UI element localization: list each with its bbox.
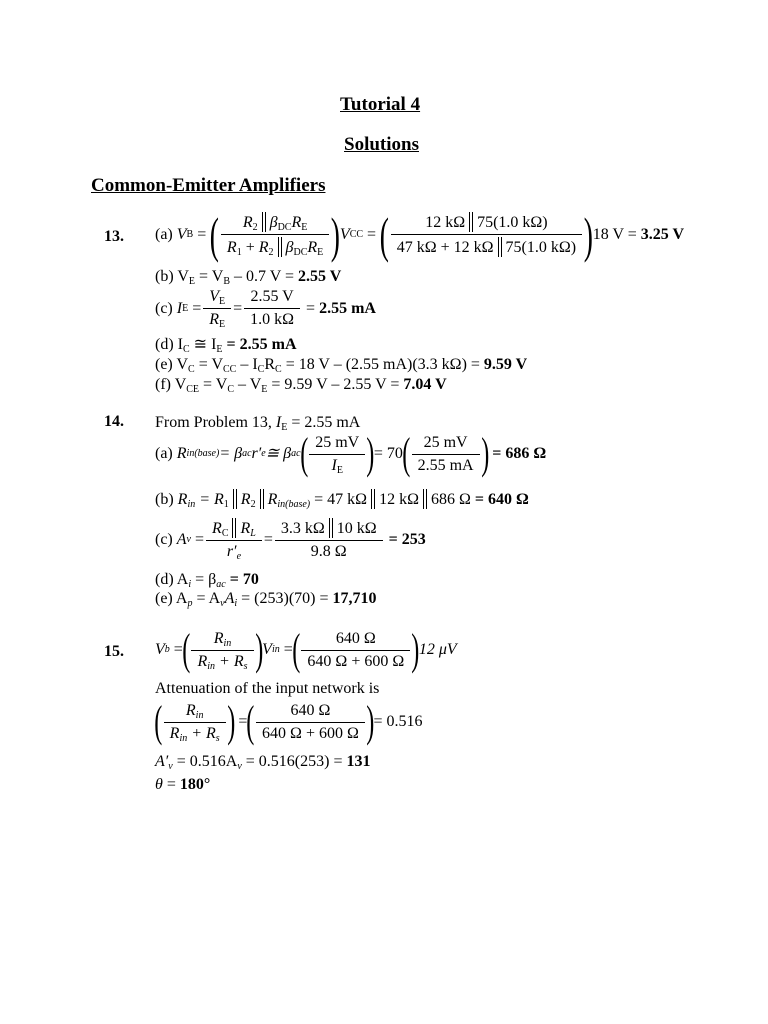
paren-close: ) — [366, 429, 375, 478]
p14-c-lhs: A — [176, 530, 187, 548]
p15-av-lhs-sub: v — [168, 761, 173, 772]
p14-c-label: (c) — [155, 530, 173, 548]
paren-open: ( — [154, 697, 163, 746]
p14-b-vals1: = 47 kΩ — [310, 491, 368, 508]
p13-a-result: 3.25 V — [640, 225, 685, 243]
p13-c-result: 2.55 mA — [319, 299, 376, 317]
paren-close: ) — [331, 206, 341, 263]
p13-c-fraction-2 — [244, 288, 300, 329]
p15-atten-num1-sub: in — [195, 709, 204, 721]
p13-b-sub2: B — [223, 276, 230, 287]
p15-den2: 640 Ω + 600 Ω — [307, 652, 405, 670]
p15-vb-equation: V b = ( $\frac{R_{in}}{R_{in} + R_s}$ ) V in = ( $\frac{640 \Omega}{640 \Omega + 600 \Omega}$ ) 12 μV — [155, 625, 457, 674]
p13-b-mid: = V — [195, 268, 224, 285]
p13-c-label: (c) — [155, 299, 173, 317]
p14-e-sub: p — [187, 598, 193, 609]
p14-a-fraction-2 — [412, 434, 480, 475]
p13-a-label: (a) — [155, 225, 173, 243]
p15-den1b-sub: s — [243, 660, 248, 672]
p13-a-vcc: V — [339, 225, 350, 243]
p13-c-den1: R — [209, 311, 220, 328]
p15-av-mid-sub: v — [237, 761, 242, 772]
p13-b-equation — [155, 267, 341, 287]
p13-f-result: 7.04 V — [403, 376, 447, 393]
p14-b-r2: R — [240, 491, 251, 508]
parallel-symbol — [329, 518, 333, 538]
p13-a-den2b: 75(1.0 kΩ) — [505, 239, 577, 256]
p14-a-fraction-1 — [309, 434, 365, 475]
p13-f-sub: CE — [186, 384, 200, 395]
p13-f-equation — [155, 375, 447, 395]
p15-theta-result: 180° — [179, 776, 211, 793]
paren-open: ( — [402, 429, 411, 478]
p13-a-den2a: 47 kΩ + 12 kΩ — [396, 239, 494, 256]
p14-a-label: (a) — [155, 445, 173, 462]
p15-atten-den2: 640 Ω + 600 Ω — [262, 724, 359, 742]
p13-e-mid3: R — [264, 356, 276, 373]
page-title: Tutorial 4 — [340, 94, 421, 115]
p15-atten-result: = 0.516 — [373, 713, 423, 730]
p14-c-equation: (c) A v = $\frac{R_C R_L}{r'_e}$ = $\frac{3.3 k\Omega 10 k\Omega}{9.8 \Omega}$ = 253 — [155, 520, 426, 562]
p13-c-num1-sub: E — [219, 296, 226, 307]
p13-a-r2-sub: 2 — [252, 222, 258, 233]
p14-b-r1-sub: 1 — [223, 499, 229, 510]
p15-tail: 12 μV — [418, 641, 457, 658]
parallel-symbol — [278, 237, 282, 257]
p14-b-equation — [155, 489, 529, 510]
parallel-symbol — [469, 212, 473, 232]
p13-f-text: (f) V — [155, 376, 187, 393]
p14-c-num1b: R — [240, 520, 251, 537]
p14-b-r2-sub: 2 — [250, 499, 256, 510]
p15-atten-den1b: + R — [187, 724, 216, 742]
p13-a-re: R — [291, 214, 302, 231]
p14-a-den2: 2.55 mA — [417, 456, 474, 474]
p13-e-mid2: – I — [236, 356, 258, 373]
paren-open: ( — [379, 206, 389, 263]
p15-atten-den1a-sub: in — [179, 732, 188, 744]
p15-den1a-sub: in — [207, 660, 216, 672]
paren-close: ) — [366, 697, 375, 746]
p14-e-equation — [155, 589, 377, 609]
p14-c-num2a: 3.3 kΩ — [280, 520, 325, 537]
p13-c-fraction-1 — [203, 288, 231, 329]
p15-fraction-2 — [301, 630, 410, 671]
p13-a-fraction-2 — [391, 212, 582, 257]
p14-d-sub2: ac — [216, 579, 226, 590]
p13-a-beta: β — [269, 214, 278, 231]
p13-d-sub2: E — [216, 344, 223, 355]
p15-den1a: R — [197, 652, 208, 670]
p15-atten-den1b-sub: s — [215, 732, 220, 744]
paren-open: ( — [299, 429, 308, 478]
p15-num1-sub: in — [223, 637, 232, 649]
p13-b-sub: E — [188, 276, 196, 287]
p14-intro-text: From Problem 13, — [155, 414, 276, 431]
p14-b-lhs: R — [177, 491, 188, 508]
p14-a-num2: 25 mV — [412, 434, 480, 455]
p13-a-equation: (a) V B = ( $\frac{R_2 \beta_{DC}R_E}{R_1 + R_2 \beta_{DC}R_E}$ ) V CC = ( $\frac{12 k\Omega 75(1.0 k\Omega)}{47 k\Omega + 12 k\Omega 75(1.0 k\Omega)}$ ) 18 V = 3.25 V — [155, 206, 685, 263]
p13-a-r2: R — [242, 214, 253, 231]
parallel-symbol — [232, 518, 236, 538]
p14-a-re: r′ — [251, 445, 262, 462]
p13-d-result: = 2.55 mA — [222, 336, 297, 353]
p13-d-sub: C — [182, 344, 190, 355]
p15-attenuation-text: Attenuation of the input network is — [155, 680, 380, 697]
p13-a-fraction-1: $\frac{R_2 \beta_{DC}R_E}{R_1 + R_2 \beta_{DC}R_E}$ — [221, 212, 329, 257]
paren-open: ( — [246, 697, 255, 746]
p13-c-den2: 1.0 kΩ — [250, 311, 295, 328]
p14-c-den2: 9.8 Ω — [310, 543, 347, 560]
p14-a-result: = 686 Ω — [492, 445, 547, 462]
p13-a-r1: R — [226, 239, 237, 256]
p13-b-result: 2.55 V — [298, 268, 342, 285]
p13-d-mid: ≅ I — [189, 336, 217, 353]
p15-av-result: 131 — [346, 753, 371, 770]
p13-b-text: (b) V — [155, 268, 189, 285]
p13-e-result: 9.59 V — [483, 356, 528, 373]
p14-e-result: 17,710 — [332, 590, 377, 607]
p14-c-num1a: R — [212, 520, 222, 537]
p13-a-plus: + — [245, 239, 255, 256]
p13-c-den1-sub: E — [219, 319, 226, 330]
p14-d-result: = 70 — [225, 571, 259, 588]
p14-b-vals3: 686 Ω — [430, 491, 471, 508]
p13-e-mid: = V — [194, 356, 223, 373]
p13-f-sub2: C — [227, 384, 234, 395]
p14-c-result: = 253 — [388, 530, 426, 548]
problem-15-number: 15. — [104, 643, 124, 660]
parallel-symbol — [371, 489, 375, 509]
p14-intro — [155, 413, 360, 433]
p13-f-mid: = V — [199, 376, 228, 393]
p14-c-fraction-1 — [206, 518, 262, 561]
p13-c-num1: V — [209, 288, 220, 305]
paren-close: ) — [227, 697, 236, 746]
p14-c-den1: r′ — [226, 543, 237, 560]
p15-num1: R — [213, 629, 224, 647]
p14-a-lhs: R — [176, 445, 187, 462]
p14-intro-val: = 2.55 mA — [287, 414, 361, 431]
paren-open: ( — [292, 625, 301, 674]
p15-theta-symbol: θ — [155, 776, 163, 793]
p14-intro-i: I — [275, 414, 282, 431]
paren-open: ( — [182, 625, 191, 674]
p15-theta-equation — [155, 775, 210, 795]
p13-e-sub4: C — [275, 364, 282, 375]
p14-b-vals2: 12 kΩ — [379, 491, 419, 508]
p14-a-den1-sub: E — [336, 464, 343, 476]
p15-av-mid: = 0.516A — [172, 753, 238, 770]
p13-c-num2: 2.55 V — [244, 288, 300, 309]
p13-e-text: (e) V — [155, 356, 189, 373]
p14-b-result: = 640 Ω — [470, 491, 529, 508]
p15-num2: 640 Ω — [301, 630, 410, 651]
p14-b-r3: R — [267, 491, 278, 508]
p13-e-mid4: = 18 V – (2.55 mA)(3.3 kΩ) = — [281, 356, 484, 373]
p14-a-approx: ≅ β — [265, 445, 292, 462]
paren-open: ( — [209, 206, 220, 263]
problem-13-number: 13. — [104, 228, 124, 245]
p13-a-tail: 18 V = — [592, 225, 637, 243]
p14-d-sub: i — [188, 579, 192, 590]
p15-den1b: + R — [215, 652, 244, 670]
problem-14-number: 14. — [104, 413, 124, 430]
p14-d-mid: = β — [191, 571, 217, 588]
paren-close: ) — [480, 429, 489, 478]
paren-close: ) — [583, 206, 594, 263]
p14-c-num1a-sub: C — [221, 528, 229, 539]
p14-b-label: (b) — [155, 491, 174, 508]
paren-close: ) — [254, 625, 263, 674]
p14-e-mid3: = (253)(70) = — [237, 590, 333, 607]
p13-a-re-sub: E — [301, 222, 308, 233]
p13-a-num2: 12 kΩ — [425, 214, 466, 231]
p15-av-lhs: A′ — [155, 753, 169, 770]
p14-b-lhs-sub: in — [187, 499, 196, 510]
p14-d-text: (d) A — [155, 571, 189, 588]
p13-c-equation: (c) I E = $\frac{V_E}{R_E}$ = $\frac{2.55 V}{1.0 k\Omega}$ = 2.55 mA — [155, 288, 376, 330]
p13-a-vb: V — [176, 225, 187, 243]
p14-c-den1-sub: e — [236, 551, 242, 562]
p13-c-lhs: I — [176, 299, 183, 317]
p15-attenuation-equation: ( $\frac{R_{in}}{R_{in} + R_s}$ ) = ( $\frac{640 \Omega}{640 \Omega + 600 \Omega}$ ) = 0.516 — [154, 697, 423, 746]
p13-a-beta-sub: DC — [277, 222, 292, 233]
p13-d-equation — [155, 335, 297, 355]
parallel-symbol — [498, 237, 502, 257]
parallel-symbol — [260, 489, 264, 509]
p14-c-num2b: 10 kΩ — [336, 520, 377, 537]
p14-b-eq: = R — [195, 491, 224, 508]
p15-lhs: V — [155, 641, 165, 658]
p14-intro-sub: E — [281, 422, 288, 433]
page-subtitle: Solutions — [344, 134, 419, 155]
p14-a-den1: I — [331, 456, 337, 474]
p13-f-mid2: – V — [234, 376, 262, 393]
p15-atten-den1a: R — [169, 724, 180, 742]
p15-av-equation — [155, 752, 370, 772]
parallel-symbol — [262, 212, 266, 232]
p14-d-equation — [155, 570, 259, 590]
p13-e-sub: C — [188, 364, 195, 375]
p14-a-mult: = 70 — [373, 445, 403, 462]
p15-atten-num2: 640 Ω — [256, 702, 365, 723]
p13-e-sub2: CC — [223, 364, 237, 375]
p13-f-sub3: E — [261, 384, 268, 395]
p14-e-sub3: i — [234, 598, 238, 609]
p15-fraction-1 — [191, 630, 253, 671]
parallel-symbol — [233, 489, 237, 509]
p13-e-equation — [155, 355, 527, 375]
p13-b-mid2: – 0.7 V = — [230, 268, 298, 285]
p13-f-mid3: = 9.59 V – 2.55 V = — [267, 376, 404, 393]
p14-a-num1: 25 mV — [309, 434, 365, 455]
p15-atten-fraction-1 — [164, 702, 226, 743]
p14-a-eq1: = β — [219, 445, 243, 462]
p15-vin: V — [262, 641, 272, 658]
p13-a-r1-sub: 1 — [236, 247, 242, 258]
p14-a-equation: (a) R in(base) = β ac r′ e ≅ β ac ( $\frac{25 mV}{I_E}$ ) = 70 ( $\frac{25 mV}{2.55 mA}$ ) = 686 Ω — [155, 429, 547, 478]
p13-e-sub3: C — [257, 364, 265, 375]
p13-a-num2b: 75(1.0 kΩ) — [477, 214, 548, 231]
p14-c-fraction-2 — [275, 518, 383, 561]
p14-e-sub2: v — [220, 598, 225, 609]
paren-close: ) — [411, 625, 420, 674]
p13-d-text: (d) I — [155, 336, 183, 353]
p14-e-mid2: A — [224, 590, 235, 607]
parallel-symbol — [423, 489, 427, 509]
p14-c-num1b-sub: L — [250, 528, 256, 539]
p15-atten-fraction-2 — [256, 702, 365, 743]
p14-e-text: (e) A — [155, 590, 188, 607]
section-heading: Common-Emitter Amplifiers — [91, 175, 326, 196]
p15-atten-num1: R — [185, 701, 196, 719]
p15-av-mid2: = 0.516(253) = — [241, 753, 347, 770]
p14-e-mid: = A — [192, 590, 221, 607]
p15-theta-eq: = — [162, 776, 180, 793]
p14-b-r3-sub: in(base) — [277, 499, 311, 510]
